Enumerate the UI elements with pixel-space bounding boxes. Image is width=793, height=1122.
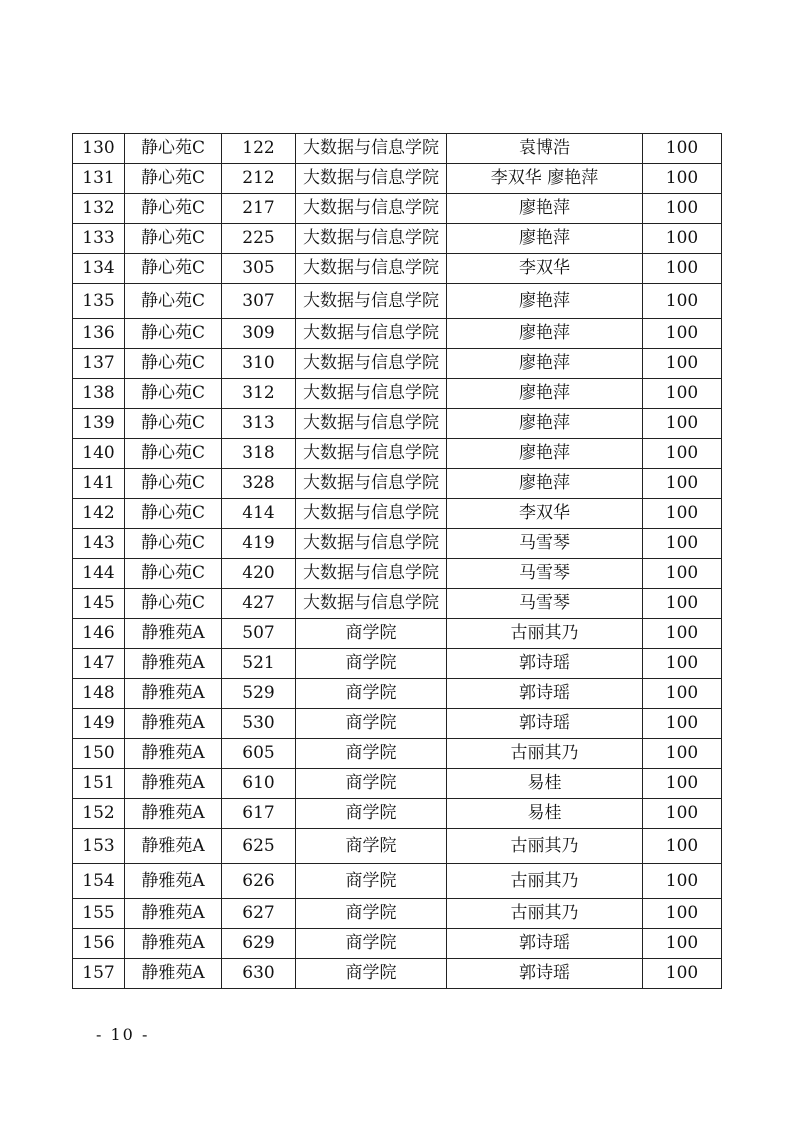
table-row [73,134,722,164]
cell-college: 大数据与信息学院 [296,284,447,319]
cell-college: 大数据与信息学院 [296,349,447,379]
cell-college: 大数据与信息学院 [296,529,447,559]
cell-building: 静心苑C [125,254,222,284]
page-number: - 10 - [96,1025,150,1044]
cell-number: 151 [73,769,125,799]
cell-building: 静心苑C [125,529,222,559]
cell-manager: 易桂 [447,769,643,799]
cell-number: 130 [73,134,125,164]
cell-college: 大数据与信息学院 [296,194,447,224]
dormitory-score-table [72,133,722,989]
cell-score: 100 [643,284,722,319]
cell-building: 静心苑C [125,589,222,619]
cell-score: 100 [643,864,722,899]
cell-room: 420 [222,559,296,589]
cell-manager: 马雪琴 [447,559,643,589]
cell-room: 625 [222,829,296,864]
cell-building: 静心苑C [125,284,222,319]
cell-score: 100 [643,829,722,864]
cell-building: 静雅苑A [125,769,222,799]
cell-building: 静雅苑A [125,679,222,709]
cell-manager: 廖艳萍 [447,469,643,499]
table-row [73,959,722,989]
cell-room: 427 [222,589,296,619]
cell-college: 大数据与信息学院 [296,164,447,194]
table-row [73,899,722,929]
table-row [73,769,722,799]
cell-college: 商学院 [296,679,447,709]
table-row [73,224,722,254]
cell-score: 100 [643,709,722,739]
cell-score: 100 [643,164,722,194]
cell-score: 100 [643,349,722,379]
cell-number: 133 [73,224,125,254]
cell-room: 605 [222,739,296,769]
cell-building: 静雅苑A [125,864,222,899]
cell-college: 商学院 [296,799,447,829]
cell-building: 静心苑C [125,499,222,529]
table-row [73,619,722,649]
cell-room: 629 [222,929,296,959]
cell-building: 静雅苑A [125,929,222,959]
cell-college: 大数据与信息学院 [296,224,447,254]
table-row [73,799,722,829]
cell-score: 100 [643,469,722,499]
cell-college: 商学院 [296,959,447,989]
table-row [73,679,722,709]
table-row [73,284,722,319]
cell-room: 617 [222,799,296,829]
cell-score: 100 [643,619,722,649]
cell-score: 100 [643,194,722,224]
cell-number: 143 [73,529,125,559]
cell-manager: 袁博浩 [447,134,643,164]
cell-college: 商学院 [296,899,447,929]
cell-score: 100 [643,529,722,559]
cell-manager: 郭诗瑶 [447,959,643,989]
cell-number: 135 [73,284,125,319]
cell-room: 212 [222,164,296,194]
table-row [73,649,722,679]
cell-number: 140 [73,439,125,469]
cell-college: 大数据与信息学院 [296,439,447,469]
cell-building: 静心苑C [125,469,222,499]
cell-room: 521 [222,649,296,679]
cell-number: 155 [73,899,125,929]
cell-number: 157 [73,959,125,989]
cell-manager: 古丽其乃 [447,829,643,864]
cell-number: 150 [73,739,125,769]
cell-score: 100 [643,134,722,164]
cell-manager: 古丽其乃 [447,899,643,929]
cell-college: 大数据与信息学院 [296,319,447,349]
cell-room: 627 [222,899,296,929]
cell-manager: 廖艳萍 [447,224,643,254]
cell-score: 100 [643,319,722,349]
cell-room: 313 [222,409,296,439]
table-row [73,319,722,349]
cell-number: 147 [73,649,125,679]
cell-score: 100 [643,409,722,439]
cell-manager: 廖艳萍 [447,379,643,409]
cell-number: 146 [73,619,125,649]
cell-college: 商学院 [296,619,447,649]
cell-college: 商学院 [296,739,447,769]
cell-room: 328 [222,469,296,499]
cell-building: 静心苑C [125,409,222,439]
cell-college: 商学院 [296,709,447,739]
cell-score: 100 [643,739,722,769]
cell-score: 100 [643,959,722,989]
cell-building: 静心苑C [125,379,222,409]
cell-college: 大数据与信息学院 [296,409,447,439]
table-row [73,929,722,959]
cell-manager: 廖艳萍 [447,319,643,349]
table-body [73,134,722,989]
cell-number: 137 [73,349,125,379]
cell-building: 静心苑C [125,194,222,224]
cell-college: 大数据与信息学院 [296,379,447,409]
cell-college: 商学院 [296,769,447,799]
cell-manager: 郭诗瑶 [447,649,643,679]
cell-manager: 古丽其乃 [447,739,643,769]
cell-number: 136 [73,319,125,349]
cell-number: 144 [73,559,125,589]
table-row [73,349,722,379]
cell-building: 静心苑C [125,559,222,589]
cell-score: 100 [643,929,722,959]
cell-college: 大数据与信息学院 [296,499,447,529]
cell-manager: 廖艳萍 [447,194,643,224]
cell-number: 153 [73,829,125,864]
cell-manager: 马雪琴 [447,589,643,619]
table-row [73,829,722,864]
cell-college: 商学院 [296,649,447,679]
cell-manager: 郭诗瑶 [447,679,643,709]
table-row [73,589,722,619]
cell-number: 134 [73,254,125,284]
cell-number: 148 [73,679,125,709]
cell-room: 309 [222,319,296,349]
cell-building: 静雅苑A [125,709,222,739]
cell-score: 100 [643,224,722,254]
cell-score: 100 [643,379,722,409]
table-row [73,439,722,469]
cell-manager: 郭诗瑶 [447,929,643,959]
cell-number: 132 [73,194,125,224]
cell-college: 商学院 [296,864,447,899]
table-row [73,709,722,739]
cell-manager: 马雪琴 [447,529,643,559]
table-row [73,194,722,224]
cell-number: 141 [73,469,125,499]
cell-number: 156 [73,929,125,959]
table-row [73,864,722,899]
cell-room: 507 [222,619,296,649]
cell-college: 商学院 [296,929,447,959]
cell-room: 530 [222,709,296,739]
cell-building: 静雅苑A [125,739,222,769]
cell-score: 100 [643,254,722,284]
cell-score: 100 [643,439,722,469]
cell-number: 131 [73,164,125,194]
cell-score: 100 [643,589,722,619]
cell-building: 静雅苑A [125,619,222,649]
table-row [73,559,722,589]
cell-building: 静心苑C [125,439,222,469]
cell-number: 149 [73,709,125,739]
cell-manager: 廖艳萍 [447,439,643,469]
cell-college: 商学院 [296,829,447,864]
cell-room: 419 [222,529,296,559]
cell-manager: 李双华 廖艳萍 [447,164,643,194]
cell-college: 大数据与信息学院 [296,254,447,284]
cell-score: 100 [643,799,722,829]
table-row [73,469,722,499]
cell-score: 100 [643,679,722,709]
cell-room: 225 [222,224,296,254]
cell-manager: 易桂 [447,799,643,829]
cell-room: 626 [222,864,296,899]
cell-room: 414 [222,499,296,529]
cell-number: 139 [73,409,125,439]
cell-number: 154 [73,864,125,899]
cell-college: 大数据与信息学院 [296,469,447,499]
cell-number: 145 [73,589,125,619]
table-row [73,164,722,194]
cell-room: 529 [222,679,296,709]
table-row [73,409,722,439]
table-row [73,739,722,769]
cell-college: 大数据与信息学院 [296,559,447,589]
cell-manager: 李双华 [447,254,643,284]
cell-building: 静雅苑A [125,899,222,929]
cell-building: 静雅苑A [125,799,222,829]
cell-room: 307 [222,284,296,319]
cell-building: 静雅苑A [125,959,222,989]
cell-building: 静心苑C [125,134,222,164]
cell-college: 大数据与信息学院 [296,589,447,619]
cell-score: 100 [643,559,722,589]
cell-room: 312 [222,379,296,409]
cell-number: 152 [73,799,125,829]
cell-room: 305 [222,254,296,284]
cell-building: 静心苑C [125,224,222,254]
cell-manager: 郭诗瑶 [447,709,643,739]
cell-manager: 廖艳萍 [447,349,643,379]
table-row [73,499,722,529]
cell-room: 630 [222,959,296,989]
table-row [73,254,722,284]
cell-manager: 古丽其乃 [447,619,643,649]
cell-room: 217 [222,194,296,224]
cell-number: 142 [73,499,125,529]
cell-room: 610 [222,769,296,799]
cell-manager: 廖艳萍 [447,284,643,319]
cell-room: 318 [222,439,296,469]
cell-building: 静雅苑A [125,649,222,679]
cell-score: 100 [643,769,722,799]
cell-college: 大数据与信息学院 [296,134,447,164]
cell-manager: 李双华 [447,499,643,529]
cell-score: 100 [643,499,722,529]
table-row [73,379,722,409]
cell-manager: 古丽其乃 [447,864,643,899]
cell-manager: 廖艳萍 [447,409,643,439]
cell-number: 138 [73,379,125,409]
cell-score: 100 [643,649,722,679]
cell-building: 静心苑C [125,164,222,194]
cell-score: 100 [643,899,722,929]
cell-building: 静心苑C [125,319,222,349]
cell-room: 310 [222,349,296,379]
cell-room: 122 [222,134,296,164]
cell-building: 静雅苑A [125,829,222,864]
table-row [73,529,722,559]
cell-building: 静心苑C [125,349,222,379]
